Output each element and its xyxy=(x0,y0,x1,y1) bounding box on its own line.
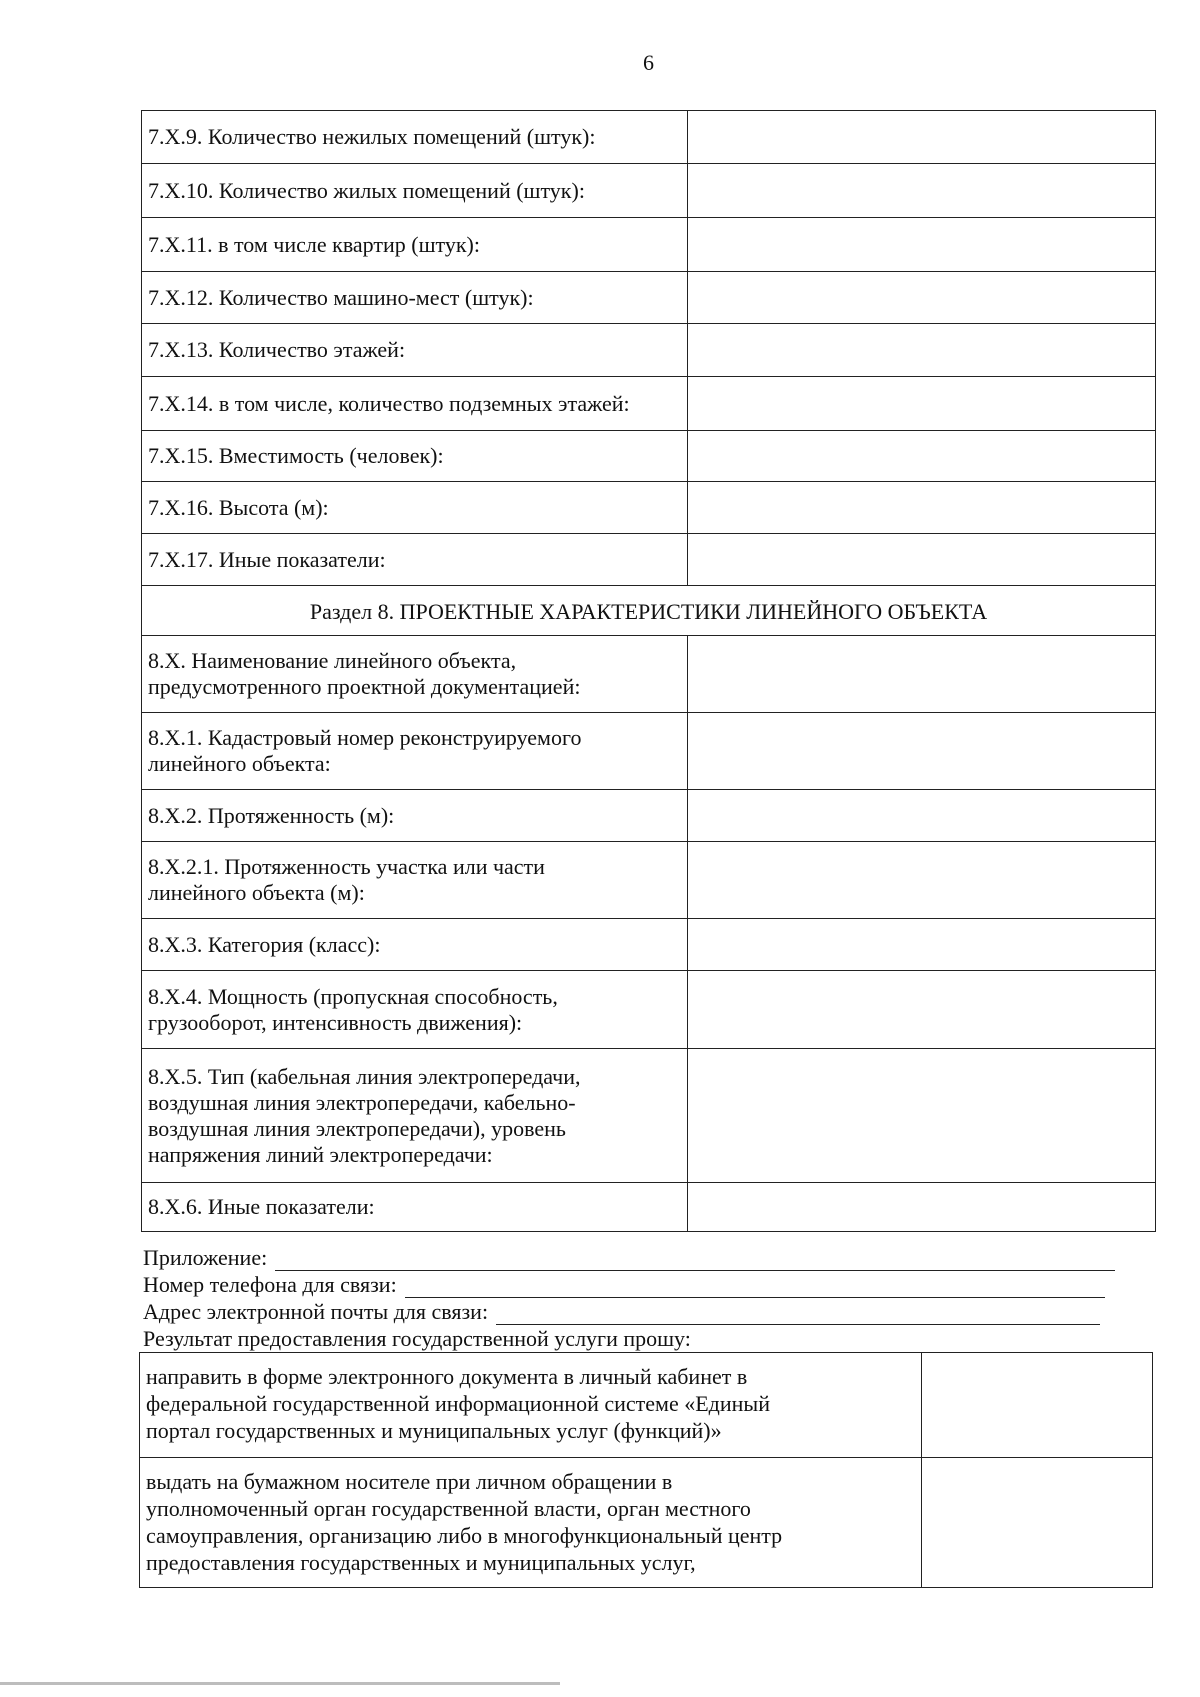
value-field[interactable] xyxy=(688,218,1156,272)
row-label-line: предусмотренного проектной документацией: xyxy=(148,674,581,699)
row-label-line: линейного объекта (м): xyxy=(148,880,365,905)
option-line: уполномоченный орган государственной власти, орган местного xyxy=(146,1496,751,1521)
row-label xyxy=(142,636,688,713)
row-label xyxy=(142,713,688,790)
result-option-checkbox-cell[interactable] xyxy=(922,1458,1153,1588)
phone-label: Номер телефона для связи: xyxy=(143,1272,397,1297)
row-label: 7.X.10. Количество жилых помещений (штук): xyxy=(142,164,688,218)
value-field[interactable] xyxy=(688,111,1156,164)
appendix-input-line[interactable] xyxy=(275,1252,1115,1271)
value-field[interactable] xyxy=(688,636,1156,713)
result-row xyxy=(143,1325,1143,1352)
row-label xyxy=(142,1049,688,1183)
email-row xyxy=(143,1298,1143,1325)
table-row xyxy=(142,218,1156,272)
scan-edge-rule xyxy=(0,1682,560,1685)
value-field[interactable] xyxy=(688,324,1156,377)
row-label: 7.X.16. Высота (м): xyxy=(142,482,688,534)
value-field[interactable] xyxy=(688,164,1156,218)
table-row xyxy=(142,713,1156,790)
value-field[interactable] xyxy=(688,713,1156,790)
result-option-text xyxy=(140,1353,922,1458)
row-label: 7.X.17. Иные показатели: xyxy=(142,534,688,586)
row-label xyxy=(142,971,688,1049)
row-label-line: 8.X.4. Мощность (пропускная способность, xyxy=(148,983,558,1009)
row-label: 7.X.9. Количество нежилых помещений (штук): xyxy=(142,111,688,164)
table-row xyxy=(142,377,1156,431)
characteristics-table xyxy=(141,110,1156,1232)
value-field[interactable] xyxy=(688,790,1156,842)
section-8-title: Раздел 8. ПРОЕКТНЫЕ ХАРАКТЕРИСТИКИ ЛИНЕЙНОГО ОБЪЕКТА xyxy=(142,586,1156,636)
option-line: выдать на бумажном носителе при личном обращении в xyxy=(146,1469,673,1494)
row-label-line: 8.X. Наименование линейного объекта, xyxy=(148,648,517,673)
row-label-line: 8.X.2.1. Протяженность участка или части xyxy=(148,854,545,879)
table-row xyxy=(142,842,1156,919)
row-label: 8.X.2. Протяженность (м): xyxy=(142,790,688,842)
option-line: направить в форме электронного документа в личный кабинет в xyxy=(146,1364,748,1389)
table-row xyxy=(142,1049,1156,1183)
row-label: 7.X.15. Вместимость (человек): xyxy=(142,431,688,482)
table-row xyxy=(142,790,1156,842)
value-field[interactable] xyxy=(688,377,1156,431)
option-line: федеральной государственной информационной системе «Единый xyxy=(146,1391,770,1416)
contact-block xyxy=(143,1244,1143,1352)
result-option-row xyxy=(140,1458,1153,1588)
table-row xyxy=(142,272,1156,324)
value-field[interactable] xyxy=(688,534,1156,586)
result-option-checkbox-cell[interactable] xyxy=(922,1353,1153,1458)
value-field[interactable] xyxy=(688,431,1156,482)
row-label xyxy=(142,842,688,919)
table-row xyxy=(142,482,1156,534)
phone-input-line[interactable] xyxy=(405,1279,1105,1298)
page-number: 6 xyxy=(643,50,654,75)
row-label-line: напряжения линий электропередачи: xyxy=(148,1141,493,1167)
appendix-label: Приложение: xyxy=(143,1245,268,1270)
row-label: 7.X.11. в том числе квартир (штук): xyxy=(142,218,688,272)
row-label-line: 8.X.1. Кадастровый номер реконструируемого xyxy=(148,725,582,750)
row-label: 8.X.6. Иные показатели: xyxy=(142,1183,688,1232)
table-row xyxy=(142,636,1156,713)
row-label-line: грузооборот, интенсивность движения): xyxy=(148,1009,523,1035)
email-input-line[interactable] xyxy=(496,1306,1100,1325)
value-field[interactable] xyxy=(688,1049,1156,1183)
value-field[interactable] xyxy=(688,842,1156,919)
value-field[interactable] xyxy=(688,919,1156,971)
row-label-line: воздушная линия электропередачи), уровень xyxy=(148,1115,566,1141)
row-label-line: линейного объекта: xyxy=(148,751,331,776)
row-label-line: воздушная линия электропередачи, кабельно- xyxy=(148,1089,576,1115)
result-options-table xyxy=(139,1352,1153,1588)
result-option-text xyxy=(140,1458,922,1588)
value-field[interactable] xyxy=(688,1183,1156,1232)
table-row xyxy=(142,324,1156,377)
row-label-line: 8.X.5. Тип (кабельная линия электропередачи, xyxy=(148,1063,581,1089)
email-label: Адрес электронной почты для связи: xyxy=(143,1299,489,1324)
option-line: портал государственных и муниципальных услуг (функций)» xyxy=(146,1418,722,1443)
table-row xyxy=(142,919,1156,971)
table-row xyxy=(142,164,1156,218)
result-label: Результат предоставления государственной услуги прошу: xyxy=(143,1326,691,1351)
row-label: 7.X.13. Количество этажей: xyxy=(142,324,688,377)
option-line: самоуправления, организацию либо в многофункциональный центр xyxy=(146,1523,783,1548)
result-option-row xyxy=(140,1353,1153,1458)
table-row xyxy=(142,1183,1156,1232)
row-label: 7.X.12. Количество машино-мест (штук): xyxy=(142,272,688,324)
table-row xyxy=(142,534,1156,586)
appendix-row xyxy=(143,1244,1143,1271)
value-field[interactable] xyxy=(688,482,1156,534)
row-label: 7.X.14. в том числе, количество подземных этажей: xyxy=(142,377,688,431)
row-label: 8.X.3. Категория (класс): xyxy=(142,919,688,971)
phone-row xyxy=(143,1271,1143,1298)
table-row xyxy=(142,431,1156,482)
value-field[interactable] xyxy=(688,971,1156,1049)
table-row xyxy=(142,971,1156,1049)
section-header-row xyxy=(142,586,1156,636)
option-line: предоставления государственных и муниципальных услуг, xyxy=(146,1550,696,1575)
table-row xyxy=(142,111,1156,164)
value-field[interactable] xyxy=(688,272,1156,324)
